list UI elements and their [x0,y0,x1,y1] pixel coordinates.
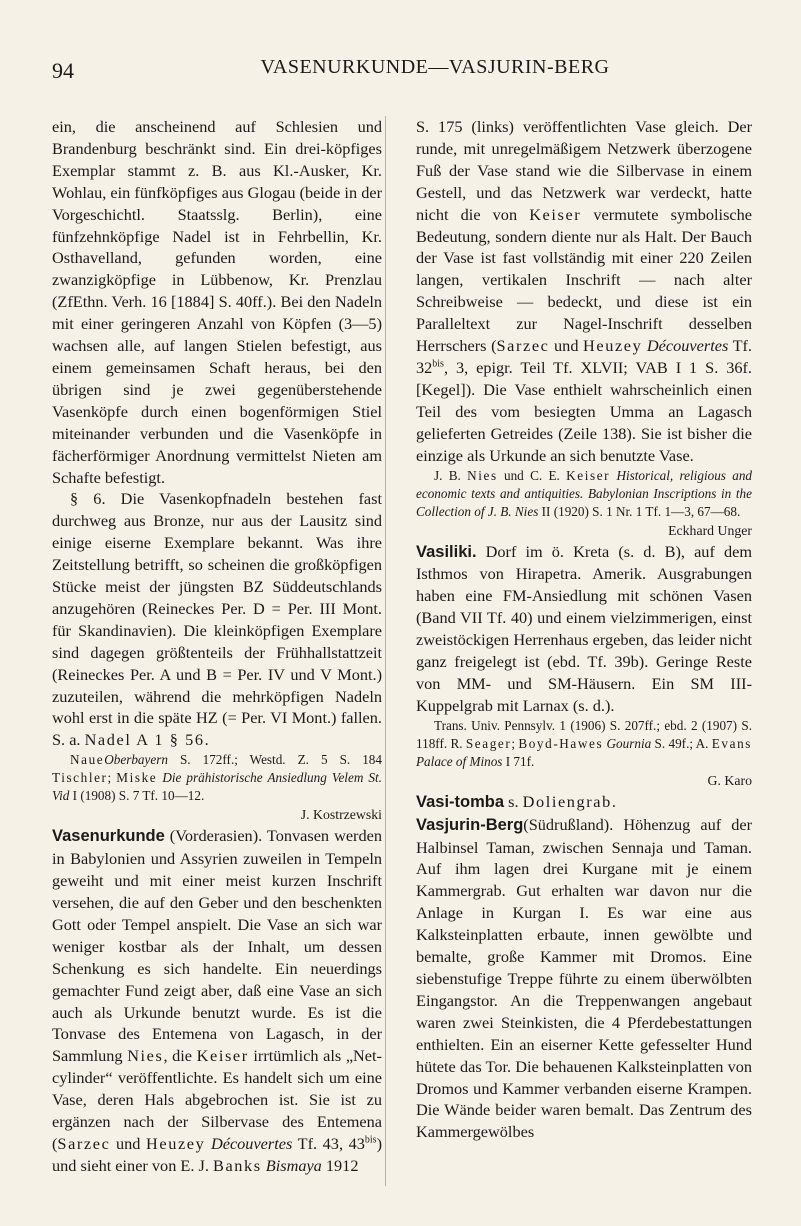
paragraph [416,116,752,467]
superscript: bis [364,1134,377,1146]
right-column [416,116,752,1143]
person-name: Heuzey [146,1133,206,1153]
left-column [52,116,382,1177]
ref-author: Naue [70,752,105,768]
ref-author: Boyd-Hawes [518,735,604,751]
text: Trans. Univ. Pennsylv. 1 (1906) S. 207ff.; ebd. 2 (1907) S. 118ff. R. [416,717,752,751]
person-name: Sarzec [496,336,550,356]
lemma-heading: Vasenurkunde [52,827,165,846]
page-number: 94 [52,58,74,83]
lemma-heading: Vasjurin-Berg [416,815,524,834]
ref-author: Keiser [566,467,611,483]
ref-title: Historical, religious and economic texts and antiquities. Babylonian Inscriptions in the Collection of J. B. Nies [416,467,753,519]
text: S. 172ff.; Westd. Z. 5 S. 184 [167,752,382,768]
ref-title: Oberbayern [104,752,168,768]
ref-title: Palace of Minos [416,753,503,769]
cross-reference: Nadel A 1 § 56. [84,730,211,750]
text: Tf. 32 [416,336,753,377]
superscript: bis [432,358,444,370]
text: , die [163,1046,197,1066]
text: J. B. [434,467,468,483]
text: ; [107,770,117,786]
bibliography [52,751,382,805]
ref-author: Tischler [52,770,108,786]
person-name: Banks [212,1155,262,1175]
person-name: Keiser [529,204,582,224]
text: und [110,1133,147,1153]
text: Tf. 43, 43 [292,1133,365,1153]
ref-author: Nies [467,467,498,483]
ref-title: Die prähistorische Ansiedlung Velem St. Vid [52,770,382,804]
bibliography [416,467,752,521]
entry-vasiliki [416,541,752,717]
text: S. 175 (links) veröffentlichten Vase gleich. Der runde, mit unregelmäßigem Netzwerk überzogene Fuß der Vase stand wie die Silbervase in einem Gestell, und das Netzwerk war verdeckt, hatte nicht die von [416,117,752,224]
bibliography [416,717,752,771]
text: und C. E. [497,467,567,483]
text: , 3, epigr. Teil Tf. XLVII; VAB I 1 S. 36f. [Kegel]). Die Vase enthielt wahrscheinlich einen Teil des vom besiegten Umma an Lagasch gelieferten Getreides (Zeile 138). Sie ist bisher die einzige als Urkunde an sich benutzte Vase. [416,357,752,465]
text: und [549,336,584,356]
text: Dorf im ö. Kreta (s. d. B), auf dem Isthmos von Hirapetra. Amerik. Ausgrabungen haben eine FM-Ansiedlung mit schönen Vasen (Band VII Tf. 40) und einem vielzimmerigen, einst zweistöckigen Herrenhaus ergeben, das leider nicht ganz freigelegt ist (ebd. Tf. 39b). Geringe Reste von MM- und SM-Häusern. Ein SM III-Kuppelgrab mit Larnax (s. d.). [416,541,752,715]
text: (Südrußland). Höhenzug auf der Halbinsel Taman, zwischen Sennaja und Taman. Auf ihm lagen drei Kurgane mit je einem Kammergrab. Gut erhalten war davon nur die Anlage in Kurgan I. Es war eine aus Kalksteinplatten erbaute, innen gewölbte und bemalte, große Kammer mit Dromos. Eine siebenstufige Treppe führte zu einem überwölbten Eingangstor. An die Treppenwangen angebaut waren zwei Steinkisten, die 4 Pferdebestattungen enthielten. Ein an eiserner Kette gefesselter Hund hütete das Tor. Die behauenen Kalksteinplatten von Dromos und Kammer verbanden eiserne Krampen. Die Wände beider waren bemalt. Das Zentrum des Kammergewölbes [416,814,752,1142]
person-name: Sarzec [57,1133,111,1153]
person-name: Heuzey [583,336,643,356]
work-title: Découvertes [642,336,729,356]
paragraph-section-6 [52,488,382,751]
text: I (1908) S. 7 Tf. 10—12. [69,788,205,804]
cross-reference: Doliengrab. [522,791,618,811]
ref-author: Evans [711,735,752,751]
ref-author: Seager [465,735,512,751]
running-head: VASENURKUNDE—VASJURIN-BERG [260,56,610,78]
work-title: Découvertes [205,1133,293,1153]
entry-vasenurkunde [52,825,382,1177]
text: vermutete symbolische Bedeutung, sondern diente nur als Halt. Der Bauch der Vase ist fast vollständig mit einer 220 Zeilen langen, vertikalen Inschrift — nach alter Schreibweise — bedeckt, und diese ist ein Paralleltext zur Nagel-Inschrift desselben Herrschers ( [416,204,753,356]
text: (Vorderasien). Tonvasen werden in Babylonien und Assyrien zuweilen in Tempeln geweiht und mit einer meist kurzen Inschrift versehen, die auf den Geber und den beschenkten Gott oder Tempel anspielt. Die Vase an sich war weniger kostbar als der Inhalt, um dessen Schenkung es sich handelte. Ein neuerdings gemachter Fund zeigt aber, daß eine Vase an sich auch als Urkunde benutzt wurde. Es ist die Tonvase des Entemena von Lagasch, in der Sammlung [52,826,382,1066]
column-rule [385,116,386,1186]
text: ; [511,735,519,751]
text: 1912 [321,1155,359,1175]
entry-vasjurin-berg [416,814,752,1144]
ref-title: Gournia [603,735,652,751]
author-signature: J. Kostrzewski [300,807,382,823]
paragraph: ein, die anscheinend auf Schlesien und Brandenburg beschränkt sind. Ein drei-köpfiges Exemplar stammt z. B. aus Kl.-Ausker, Kr. Wohlau, ein fünfköpfiges aus Glogau (beide in der Vorgeschichtl. Staatsslg. Berlin), eine fünfzehnköpfige Nadel ist in Fehrbellin, Kr. Osthavelland, gefunden worden, eine zwanzigköpfige in Lübbenow, Kr. Prenzlau (ZfEthn. Verh. 16 [1884] S. 40ff.). Bei den Nadeln mit einer geringeren Anzahl von Köpfen (3—5) wachsen alle, auf langen Stielen befestigt, aus einem gemeinsamen Schaft heraus, bei den übrigen sind je zwei gegenüberstehende Vasenköpfe durch einen bogenförmigen Stiel miteinander verbunden und die Vasenköpfe in fächerförmiger Anordnung vermittelst Nieten am Schafte befestigt. [52,117,382,487]
lemma-heading: Vasiliki. [416,542,477,561]
person-name: Nies [127,1046,164,1066]
author-signature: Eckhard Unger [668,522,752,538]
work-title: Bismaya [261,1155,322,1175]
lemma-heading: Vasi-tomba [416,792,505,811]
author-signature: G. Karo [707,772,752,788]
text: II (1920) S. 1 Nr. 1 Tf. 1—3, 67—68. [538,503,741,519]
text: I 71f. [502,753,535,769]
text: s. [504,791,523,811]
text: S. 49f.; A. [651,735,712,751]
text: irrtümlich als „Net-cylinder“ veröffentlichte. Es handelt sich um eine Vase, deren Hals abgebrochen ist. Sie ist zu ergänzen nach der Silbervase des Entemena ( [52,1046,382,1153]
person-name: Keiser [196,1046,249,1066]
entry-vasi-tomba [416,791,752,814]
text: ) und sieht einer von E. J. [52,1133,382,1175]
text: § 6. Die Vasenkopfnadeln bestehen fast durchweg aus Bronze, nur aus der Lausitz sind einige eiserne Exemplare bekannt. Was ihre Zeitstellung betrifft, so scheinen die großköpfigen Stücke meist der jüngsten BZ Süddeutschlands anzugehören (Reineckes Per. D = Per. III Mont. für Skandinavien). Die kleinköpfigen Exemplare sind dagegen größtenteils der Frühhallstattzeit (Reineckes Per. A und B = Per. IV und V Mont.) zuzuteilen, während die mehrköpfigen Nadeln wohl erst in die späte HZ (= Per. VI Mont.) fallen. S. a. [52,489,382,750]
ref-author: Miske [116,770,158,786]
